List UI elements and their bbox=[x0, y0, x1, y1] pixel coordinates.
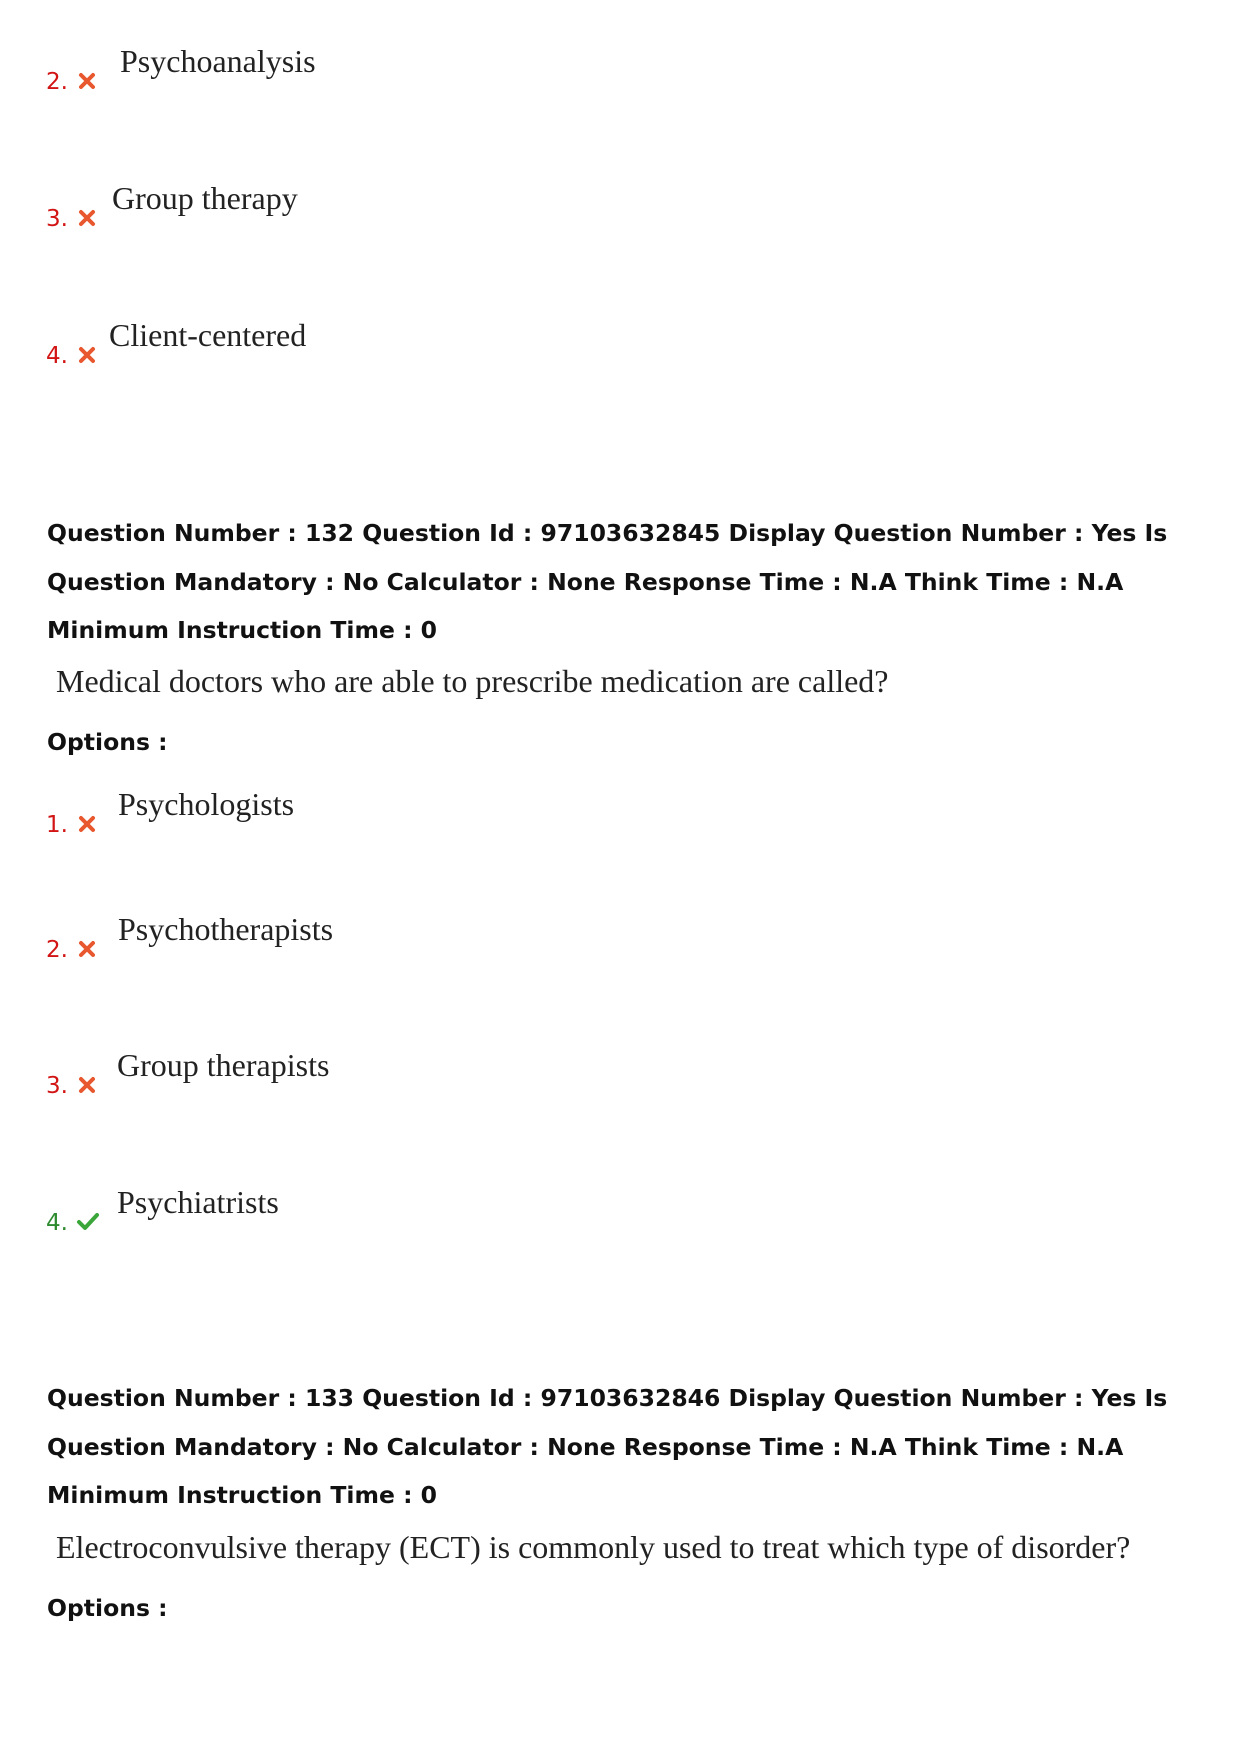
option-number: 2. bbox=[46, 937, 68, 963]
cross-icon bbox=[78, 346, 96, 364]
option-number: 3. bbox=[46, 206, 68, 232]
option-row bbox=[46, 36, 746, 96]
option-number: 1. bbox=[46, 812, 68, 838]
option-number: 2. bbox=[46, 69, 68, 95]
option-number: 4. bbox=[46, 343, 68, 369]
option-label: Group therapists bbox=[117, 1047, 330, 1083]
option-row bbox=[46, 310, 746, 370]
cross-icon bbox=[78, 940, 96, 958]
option-label: Group therapy bbox=[112, 180, 298, 216]
option-row bbox=[46, 173, 746, 233]
question-text: Medical doctors who are able to prescribe medication are called? bbox=[56, 663, 889, 699]
option-label: Psychotherapists bbox=[118, 911, 334, 947]
cross-icon bbox=[78, 815, 96, 833]
cross-icon bbox=[78, 72, 96, 90]
options-heading: Options : bbox=[47, 1594, 168, 1622]
check-icon bbox=[76, 1212, 100, 1232]
option-row bbox=[46, 904, 746, 964]
question-header: Question Number : 132 Question Id : 97103632845 Display Question Number : Yes Is Question Mandatory : No Calculator : None Response Time : N.A Think Time : N.A Minimum Instruction Time : 0 bbox=[47, 519, 1168, 644]
question-text: Electroconvulsive therapy (ECT) is commonly used to treat which type of disorder? bbox=[56, 1529, 1131, 1565]
option-row bbox=[46, 1040, 746, 1100]
option-number: 4. bbox=[46, 1210, 68, 1236]
options-heading: Options : bbox=[47, 728, 168, 756]
option-row bbox=[46, 779, 746, 839]
cross-icon bbox=[78, 209, 96, 227]
option-label: Client-centered bbox=[109, 317, 307, 353]
cross-icon bbox=[78, 1076, 96, 1094]
option-label: Psychologists bbox=[118, 786, 295, 822]
question-header: Question Number : 133 Question Id : 97103632846 Display Question Number : Yes Is Question Mandatory : No Calculator : None Response Time : N.A Think Time : N.A Minimum Instruction Time : 0 bbox=[47, 1384, 1168, 1509]
option-row bbox=[46, 1177, 746, 1237]
option-number: 3. bbox=[46, 1073, 68, 1099]
option-label: Psychiatrists bbox=[117, 1184, 279, 1220]
option-label: Psychoanalysis bbox=[120, 43, 316, 79]
